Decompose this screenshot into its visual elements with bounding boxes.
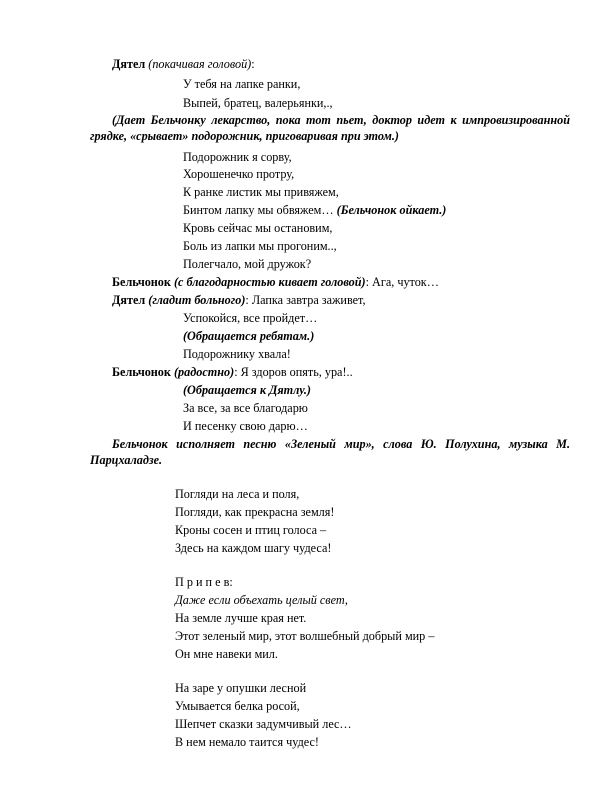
line-speaker-belchonok-2 xyxy=(112,364,353,380)
chorus-line: Он мне навеки мил. xyxy=(175,647,278,661)
stage-direction: (Дает Бельчонку лекарство, пока тот пьет, доктор идет к импровизированной грядке, «срывает» подорожник, приговаривая при этом.) xyxy=(90,113,570,143)
stage-note: (гладит больного) xyxy=(148,293,246,307)
chorus-line: Даже если объехать целый свет, xyxy=(175,593,348,607)
verse-line: Боль из лапки мы прогоним.., xyxy=(183,239,337,253)
chorus-line: Этот зеленый мир, этот волшебный добрый мир – xyxy=(175,629,435,643)
song-line: В нем немало таится чудес! xyxy=(175,735,319,749)
song-line: На заре у опушки лесной xyxy=(175,681,307,695)
chorus-title: П р и п е в: xyxy=(175,575,233,589)
song-line: Погляди на леса и поля, xyxy=(175,487,300,501)
verse-line: Успокойся, все пройдет… xyxy=(183,311,318,325)
speaker-name: Бельчонок xyxy=(112,365,171,379)
song-line: Здесь на каждом шагу чудеса! xyxy=(175,541,332,555)
verse-line: Подорожнику хвала! xyxy=(183,347,291,361)
stage-note: (радостно) xyxy=(173,365,235,379)
stage-note: (с благодарностью кивает головой) xyxy=(173,275,366,289)
chorus-line: На земле лучше края нет. xyxy=(175,611,307,625)
stage-direction: Бельчонок исполняет песню «Зеленый мир», слова Ю. Полухина, музыка М. Парцхаладзе. xyxy=(90,437,570,467)
line-text: : Ага, чуток… xyxy=(365,275,439,289)
speaker-name: Дятел xyxy=(112,57,146,71)
verse-line: К ранке листик мы привяжем, xyxy=(183,185,339,199)
verse-line: И песенку свою дарю… xyxy=(183,419,308,433)
stage-note-line: (Обращается ребятам.) xyxy=(183,329,315,343)
verse-text: Бинтом лапку мы обвяжем… xyxy=(183,203,337,217)
verse-line: Хорошенечко протру, xyxy=(183,167,295,181)
line-text: : Я здоров опять, ура!.. xyxy=(234,365,353,379)
song-line: Умывается белка росой, xyxy=(175,699,300,713)
line-speaker-dyatel-2 xyxy=(112,292,366,308)
verse-line: Кровь сейчас мы остановим, xyxy=(183,221,333,235)
line-text: : Лапка завтра заживет, xyxy=(245,293,366,307)
verse-line: За все, за все благодарю xyxy=(183,401,308,415)
stage-note-line: (Обращается к Дятлу.) xyxy=(183,383,311,397)
stage-note: (покачивая головой) xyxy=(148,57,252,71)
verse-line: У тебя на лапке ранки, xyxy=(183,77,301,91)
line-text: : xyxy=(251,57,255,71)
line-speaker-belchonok-1 xyxy=(112,274,439,290)
verse-line: Подорожник я сорву, xyxy=(183,150,292,164)
line-speaker-dyatel-1 xyxy=(112,56,255,72)
verse-line-with-note xyxy=(183,202,446,218)
stage-note: (Бельчонок ойкает.) xyxy=(336,203,447,217)
speaker-name: Бельчонок xyxy=(112,275,171,289)
verse-line: Полегчало, мой дружок? xyxy=(183,257,312,271)
song-line: Погляди, как прекрасна земля! xyxy=(175,505,335,519)
speaker-name: Дятел xyxy=(112,293,146,307)
song-line: Кроны сосен и птиц голоса – xyxy=(175,523,327,537)
song-line: Шепчет сказки задумчивый лес… xyxy=(175,717,352,731)
verse-line: Выпей, братец, валерьянки,., xyxy=(183,96,333,110)
